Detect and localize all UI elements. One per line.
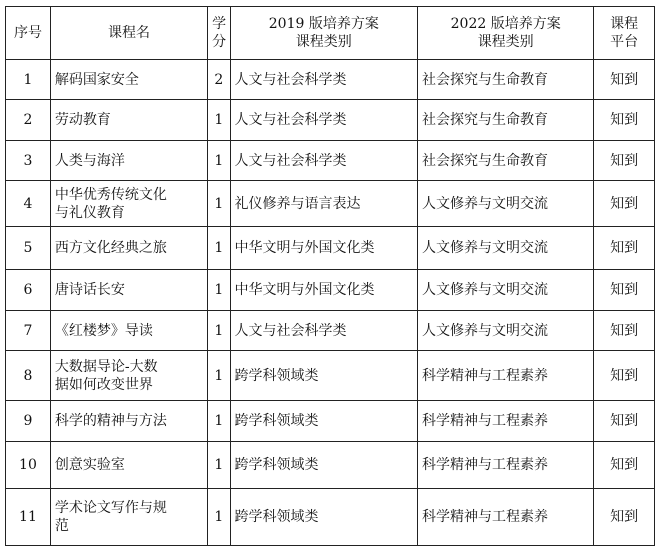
table-row [6,401,655,442]
table-row [6,489,655,546]
header-credit-line2: 分 [212,34,227,50]
cell-platform: 知到 [594,489,655,546]
cell-platform: 知到 [594,141,655,181]
cell-credit: 1 [208,401,230,442]
header-category-2022 [418,7,594,60]
cell-index: 6 [6,270,51,311]
header-credit [208,7,230,60]
cell-category-2019: 礼仪修养与语言表达 [230,181,418,227]
cell-course-name [50,141,207,181]
header-category-2022-line2: 课程类别 [477,34,534,50]
header-platform-line2: 平台 [610,34,639,50]
course-name-line: 学术论文写作与规 [54,500,167,516]
cell-index: 2 [6,100,51,141]
cell-category-2019: 跨学科领域类 [230,401,418,442]
cell-category-2019: 跨学科领域类 [230,489,418,546]
cell-platform: 知到 [594,442,655,489]
table-row [6,311,655,351]
header-index: 序号 [6,7,51,60]
cell-platform: 知到 [594,100,655,141]
cell-index: 7 [6,311,51,351]
cell-platform: 知到 [594,227,655,270]
header-row [6,7,655,60]
cell-course-name [50,227,207,270]
cell-category-2022: 社会探究与生命教育 [418,60,594,100]
cell-credit: 1 [208,351,230,401]
course-name-line: 科学的精神与方法 [54,413,167,429]
cell-course-name [50,351,207,401]
table-row [6,351,655,401]
cell-course-name [50,181,207,227]
course-table [5,6,655,546]
cell-credit: 1 [208,270,230,311]
header-credit-line1: 学 [212,16,227,32]
cell-category-2022: 人文修养与文明交流 [418,227,594,270]
cell-category-2019: 人文与社会科学类 [230,311,418,351]
cell-credit: 1 [208,227,230,270]
header-category-2019 [230,7,418,60]
cell-credit: 1 [208,181,230,227]
cell-category-2022: 科学精神与工程素养 [418,489,594,546]
cell-platform: 知到 [594,60,655,100]
table-row [6,60,655,100]
cell-platform: 知到 [594,181,655,227]
course-name-line: 中华优秀传统文化 [54,186,167,203]
cell-index: 9 [6,401,51,442]
cell-category-2019: 中华文明与外国文化类 [230,227,418,270]
table-row [6,100,655,141]
cell-category-2019: 跨学科领域类 [230,442,418,489]
course-name-line: 唐诗话长安 [54,282,125,298]
cell-index: 11 [6,489,51,546]
cell-category-2022: 科学精神与工程素养 [418,442,594,489]
cell-index: 1 [6,60,51,100]
cell-category-2022: 科学精神与工程素养 [418,351,594,401]
cell-course-name [50,60,207,100]
course-name-line: 人类与海洋 [54,152,125,169]
cell-index: 3 [6,141,51,181]
table-body [6,60,655,546]
header-platform [594,7,655,60]
course-name-line: 与礼仪教育 [54,204,125,221]
cell-category-2022: 科学精神与工程素养 [418,401,594,442]
cell-course-name [50,100,207,141]
course-name-line: 大数据导论-大数 [54,358,158,375]
cell-course-name [50,442,207,489]
cell-category-2022: 人文修养与文明交流 [418,311,594,351]
cell-credit: 1 [208,442,230,489]
cell-index: 5 [6,227,51,270]
table-row [6,141,655,181]
cell-credit: 1 [208,311,230,351]
cell-category-2022: 社会探究与生命教育 [418,100,594,141]
cell-category-2019: 人文与社会科学类 [230,60,418,100]
cell-course-name [50,401,207,442]
cell-credit: 1 [208,489,230,546]
cell-platform: 知到 [594,351,655,401]
cell-index: 10 [6,442,51,489]
cell-course-name [50,311,207,351]
cell-category-2022: 社会探究与生命教育 [418,141,594,181]
cell-category-2022: 人文修养与文明交流 [418,270,594,311]
table-row [6,442,655,489]
cell-category-2022: 人文修养与文明交流 [418,181,594,227]
course-name-line: 创意实验室 [54,457,125,473]
course-name-line: 《红楼梦》导读 [54,322,153,339]
cell-platform: 知到 [594,401,655,442]
cell-category-2019: 跨学科领域类 [230,351,418,401]
cell-course-name [50,270,207,311]
cell-category-2019: 人文与社会科学类 [230,100,418,141]
cell-index: 8 [6,351,51,401]
table-row [6,227,655,270]
course-name-line: 解码国家安全 [54,71,139,88]
cell-category-2019: 中华文明与外国文化类 [230,270,418,311]
cell-course-name [50,489,207,546]
header-course-name: 课程名 [50,7,207,60]
header-category-2022-line1: 2022 版培养方案 [450,16,561,32]
header-platform-line1: 课程 [610,16,639,32]
cell-platform: 知到 [594,270,655,311]
table-row [6,181,655,227]
cell-platform: 知到 [594,311,655,351]
course-table-container [5,6,655,546]
course-name-line: 西方文化经典之旅 [54,240,167,256]
cell-credit: 2 [208,60,230,100]
cell-credit: 1 [208,141,230,181]
header-category-2019-line2: 课程类别 [295,34,352,50]
cell-credit: 1 [208,100,230,141]
header-category-2019-line1: 2019 版培养方案 [268,16,379,32]
cell-index: 4 [6,181,51,227]
cell-category-2019: 人文与社会科学类 [230,141,418,181]
course-name-line: 据如何改变世界 [54,376,153,393]
table-row [6,270,655,311]
course-name-line: 劳动教育 [54,112,111,128]
course-name-line: 范 [54,518,69,534]
